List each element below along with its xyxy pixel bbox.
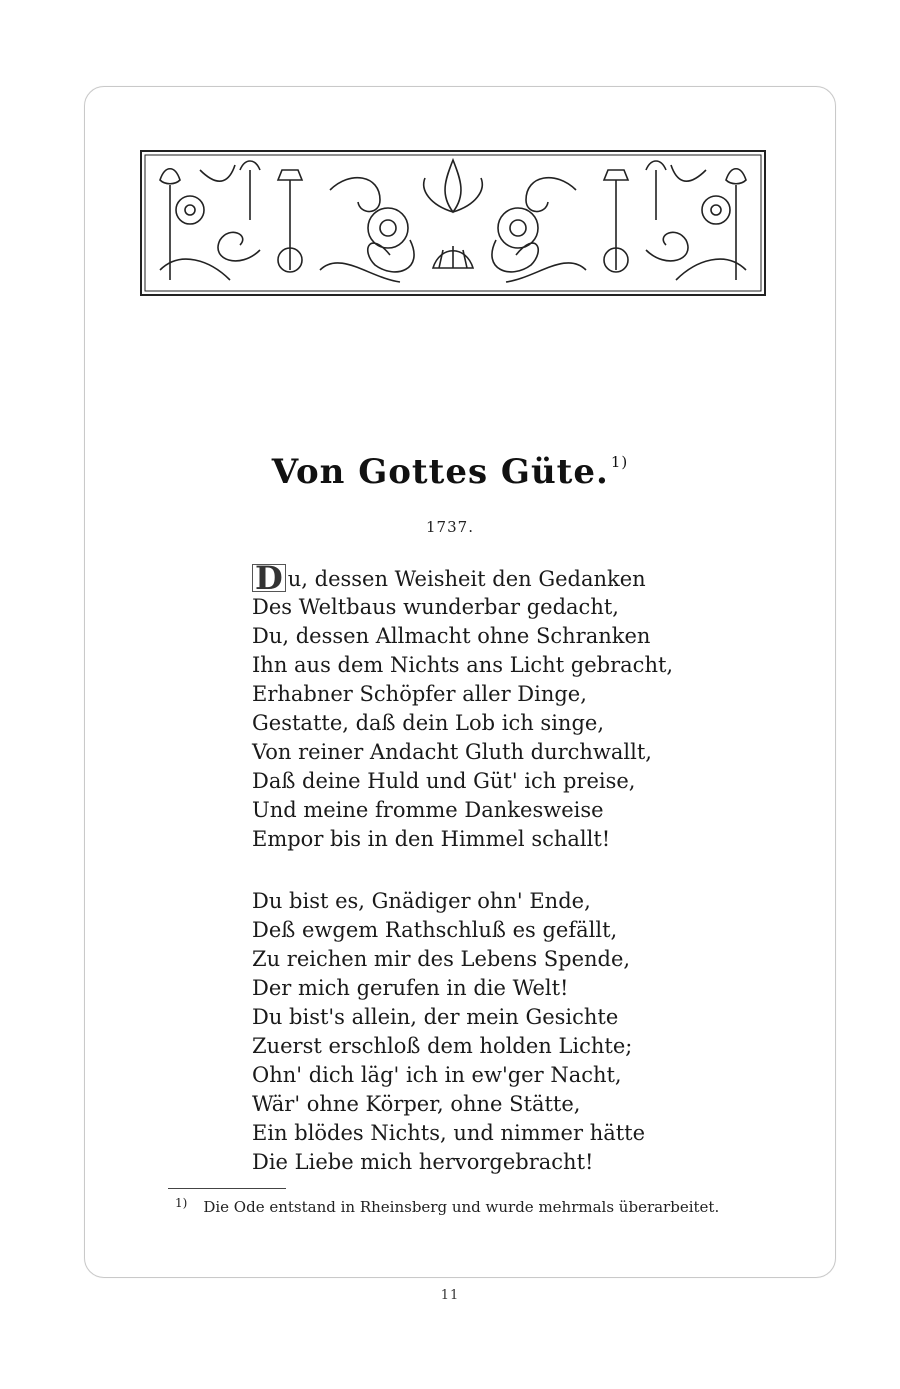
floral-ornament-banner-icon [140,150,766,296]
stanza-2 [252,887,732,1177]
verse-line: Du, dessen Allmacht ohne Schranken [252,624,651,648]
verse-line-text: u, dessen Weisheit den Gedanken [287,567,646,591]
verse-line [252,559,732,597]
verse-line: Von reiner Andacht Gluth durchwallt, [252,740,652,764]
page-number: 11 [440,1288,460,1303]
verse-line: Empor bis in den Himmel schallt! [252,827,611,851]
poem-title-text: Von Gottes Güte. [271,452,609,492]
verse-line: Gestatte, daß dein Lob ich singe, [252,711,604,735]
verse-line: Die Liebe mich hervorgebracht! [252,1150,594,1174]
verse-line: Ohn' dich läg' ich in ew'ger Nacht, [252,1063,622,1087]
footnote-divider [168,1188,286,1189]
verse-line: Und meine fromme Dankesweise [252,798,604,822]
poem-title [0,452,900,492]
verse-line: Wär' ohne Körper, ohne Stätte, [252,1092,581,1116]
verse-line: Deß ewgem Rathschluß es gefällt, [252,918,618,942]
footnote-marker: 1) [175,1196,188,1210]
verse-line: Ein blödes Nichts, und nimmer hätte [252,1121,646,1145]
verse-line: Zu reichen mir des Lebens Spende, [252,947,631,971]
poem-year: 1737. [426,518,474,536]
verse-line: Der mich gerufen in die Welt! [252,976,569,1000]
verse-line: Daß deine Huld und Güt' ich preise, [252,769,636,793]
verse-line: Ihn aus dem Nichts ans Licht gebracht, [252,653,674,677]
drop-cap-letter: D [252,564,286,592]
verse-line: Des Weltbaus wunderbar gedacht, [252,595,619,619]
verse-line: Du bist's allein, der mein Gesichte [252,1005,619,1029]
stanza-1 [252,559,732,854]
footnote-text: Die Ode entstand in Rheinsberg und wurde mehrmals überarbeitet. [203,1198,720,1216]
title-footnote-marker: 1) [610,452,629,471]
footnote [175,1198,815,1216]
verse-line: Zuerst erschloß dem holden Lichte; [252,1034,633,1058]
verse-line: Du bist es, Gnädiger ohn' Ende, [252,889,591,913]
verse-line: Erhabner Schöpfer aller Dinge, [252,682,587,706]
